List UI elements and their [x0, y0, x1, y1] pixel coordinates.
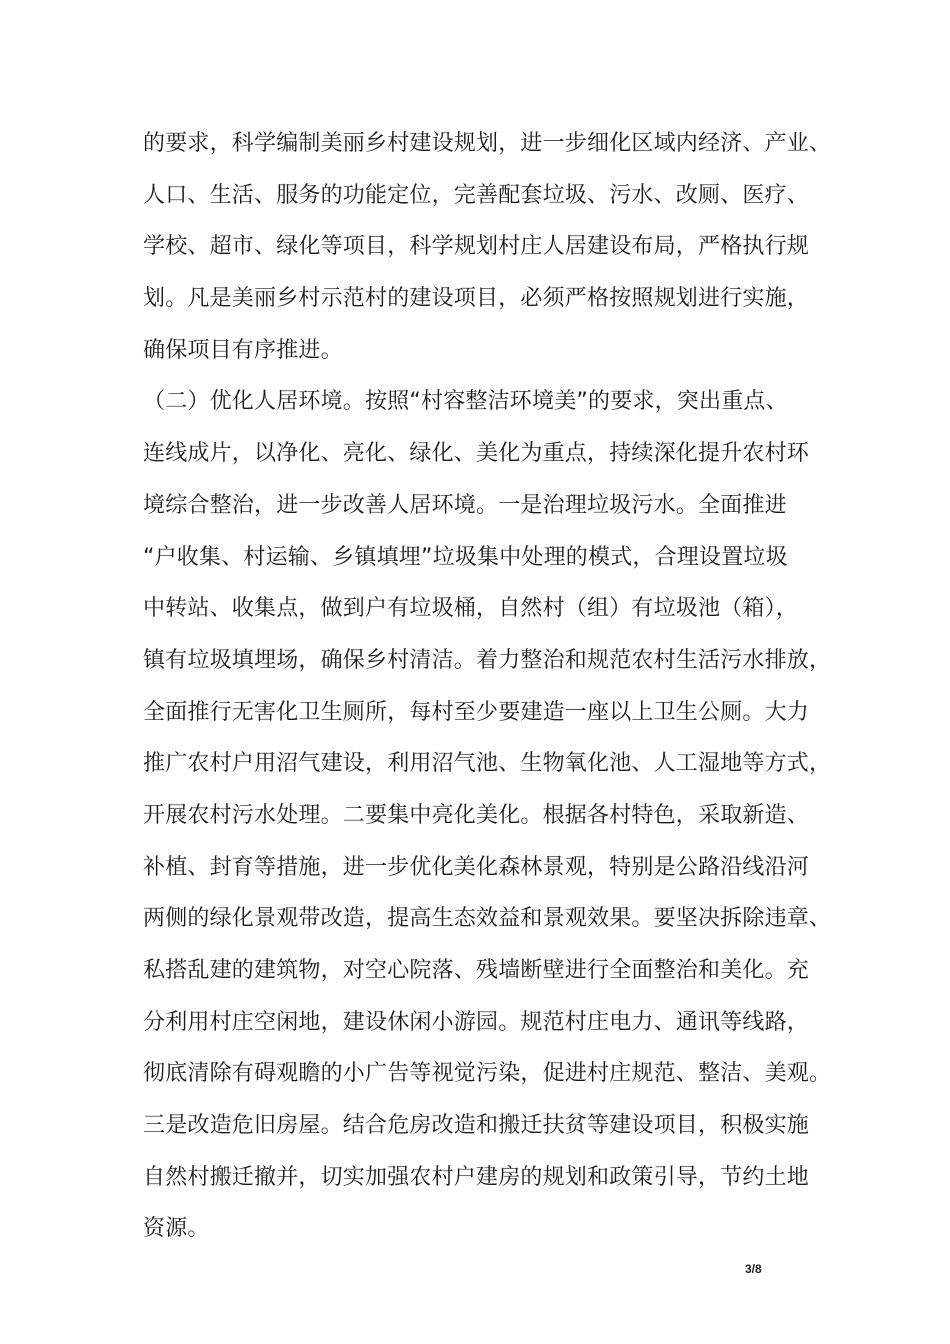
text-line: 中转站、收集点，做到户有垃圾桶，自然村（组）有垃圾池（箱）， [143, 596, 799, 622]
text-line: 划。凡是美丽乡村示范村的建设项目，必须严格按照规划进行实施， [143, 286, 810, 312]
page-number: 3/8 [745, 1262, 762, 1276]
text-line: 推广农村户用沼气建设，利用沼气池、生物氧化池、人工湿地等方式， [143, 751, 832, 777]
text-line: 连线成片，以净化、亮化、绿化、美化为重点，持续深化提升农村环 [143, 441, 810, 467]
text-line: （二）优化人居环境。按照“村容整洁环境美”的要求，突出重点、 [143, 389, 788, 415]
text-line: 三是改造危旧房屋。结合危房改造和搬迁扶贫等建设项目，积极实施 [143, 1113, 810, 1139]
text-line: 镇有垃圾填埋场，确保乡村清洁。着力整治和规范农村生活污水排放， [143, 647, 832, 673]
text-line: 私搭乱建的建筑物，对空心院落、残墙断壁进行全面整治和美化。充 [143, 958, 810, 983]
text-line: 人口、生活、服务的功能定位，完善配套垃圾、污水、改厕、医疗、 [143, 182, 810, 208]
text-line: 资源。 [143, 1216, 210, 1242]
text-line: 彻底清除有碍观瞻的小广告等视觉污染，促进村庄规范、整洁、美观。 [143, 1061, 832, 1087]
text-line: 两侧的绿化景观带改造，提高生态效益和景观效果。要坚决拆除违章、 [143, 906, 832, 932]
text-line: 确保项目有序推进。 [143, 337, 343, 363]
text-line: “户收集、村运输、乡镇填埋”垃圾集中处理的模式，合理设置垃圾 [143, 544, 788, 570]
text-line: 学校、超市、绿化等项目，科学规划村庄人居建设布局，严格执行规 [143, 234, 810, 260]
text-line: 分利用村庄空闲地，建设休闲小游园。规范村庄电力、通讯等线路， [143, 1009, 810, 1035]
text-line: 全面推行无害化卫生厕所，每村至少要建造一座以上卫生公厕。大力 [143, 699, 810, 725]
text-line: 境综合整治，进一步改善人居环境。一是治理垃圾污水。全面推进 [143, 492, 787, 518]
body-text [143, 118, 843, 1255]
text-line: 的要求，科学编制美丽乡村建设规划，进一步细化区域内经济、产业、 [143, 131, 832, 156]
text-line: 自然村搬迁撤并，切实加强农村户建房的规划和政策引导，节约土地 [143, 1164, 810, 1190]
text-line: 开展农村污水处理。二要集中亮化美化。根据各村特色，采取新造、 [143, 802, 810, 828]
text-line: 补植、封育等措施，进一步优化美化森林景观，特别是公路沿线沿河 [143, 854, 810, 880]
